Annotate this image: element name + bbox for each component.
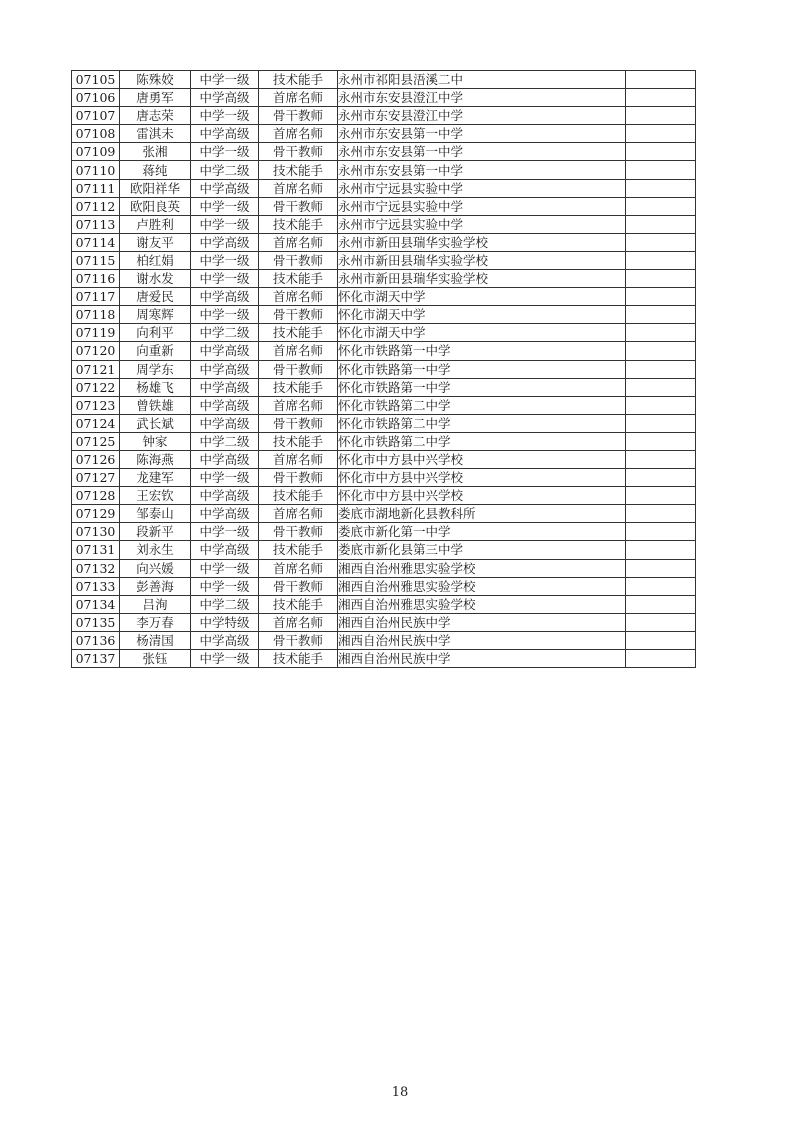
professional-title-cell: 中学一级: [191, 523, 259, 541]
record-number-cell: 07116: [72, 270, 120, 288]
remarks-cell: [626, 233, 696, 251]
professional-title-cell: 中学高级: [191, 396, 259, 414]
honor-category-cell: 首席名师: [259, 450, 338, 468]
table-row: [72, 233, 696, 251]
honor-category-cell: 首席名师: [259, 613, 338, 631]
professional-title-cell: 中学高级: [191, 342, 259, 360]
record-number-cell: 07120: [72, 342, 120, 360]
record-number-cell: 07132: [72, 559, 120, 577]
school-name-cell: 永州市祁阳县浯溪二中: [338, 71, 626, 89]
school-name-cell: 永州市新田县瑞华实验学校: [338, 233, 626, 251]
honor-category-cell: 技术能手: [259, 487, 338, 505]
teacher-name-cell: 曾铁雄: [120, 396, 191, 414]
honor-category-cell: 骨干教师: [259, 577, 338, 595]
table-row: [72, 251, 696, 269]
remarks-cell: [626, 161, 696, 179]
school-name-cell: 湘西自治州雅思实验学校: [338, 595, 626, 613]
school-name-cell: 永州市东安县澄江中学: [338, 89, 626, 107]
record-number-cell: 07136: [72, 631, 120, 649]
record-number-cell: 07118: [72, 306, 120, 324]
professional-title-cell: 中学一级: [191, 143, 259, 161]
record-number-cell: 07130: [72, 523, 120, 541]
teacher-name-cell: 邹泰山: [120, 505, 191, 523]
teacher-name-cell: 欧阳祥华: [120, 179, 191, 197]
teacher-name-cell: 龙建军: [120, 469, 191, 487]
record-number-cell: 07113: [72, 215, 120, 233]
school-name-cell: 湘西自治州民族中学: [338, 650, 626, 668]
record-number-cell: 07126: [72, 450, 120, 468]
table-row: [72, 595, 696, 613]
remarks-cell: [626, 197, 696, 215]
teacher-name-cell: 向重新: [120, 342, 191, 360]
teacher-name-cell: 段新平: [120, 523, 191, 541]
record-number-cell: 07110: [72, 161, 120, 179]
professional-title-cell: 中学一级: [191, 577, 259, 595]
teacher-name-cell: 谢水发: [120, 270, 191, 288]
remarks-cell: [626, 595, 696, 613]
record-number-cell: 07111: [72, 179, 120, 197]
record-number-cell: 07114: [72, 233, 120, 251]
professional-title-cell: 中学二级: [191, 595, 259, 613]
table-row: [72, 71, 696, 89]
teacher-name-cell: 周寒辉: [120, 306, 191, 324]
professional-title-cell: 中学二级: [191, 161, 259, 179]
honor-category-cell: 技术能手: [259, 650, 338, 668]
school-name-cell: 永州市东安县澄江中学: [338, 107, 626, 125]
teacher-name-cell: 谢友平: [120, 233, 191, 251]
remarks-cell: [626, 505, 696, 523]
table-row: [72, 270, 696, 288]
remarks-cell: [626, 613, 696, 631]
record-number-cell: 07106: [72, 89, 120, 107]
remarks-cell: [626, 215, 696, 233]
record-number-cell: 07109: [72, 143, 120, 161]
professional-title-cell: 中学一级: [191, 270, 259, 288]
remarks-cell: [626, 251, 696, 269]
remarks-cell: [626, 523, 696, 541]
school-name-cell: 湘西自治州雅思实验学校: [338, 577, 626, 595]
table-row: [72, 505, 696, 523]
honor-category-cell: 首席名师: [259, 505, 338, 523]
professional-title-cell: 中学高级: [191, 360, 259, 378]
school-name-cell: 娄底市新化第一中学: [338, 523, 626, 541]
record-number-cell: 07129: [72, 505, 120, 523]
remarks-cell: [626, 559, 696, 577]
remarks-cell: [626, 360, 696, 378]
remarks-cell: [626, 396, 696, 414]
school-name-cell: 怀化市湖天中学: [338, 324, 626, 342]
table-row: [72, 559, 696, 577]
professional-title-cell: 中学二级: [191, 324, 259, 342]
teacher-name-cell: 蒋纯: [120, 161, 191, 179]
honor-category-cell: 骨干教师: [259, 414, 338, 432]
teacher-name-cell: 李万春: [120, 613, 191, 631]
record-number-cell: 07115: [72, 251, 120, 269]
table-row: [72, 414, 696, 432]
honor-category-cell: 骨干教师: [259, 523, 338, 541]
table-row: [72, 143, 696, 161]
honor-category-cell: 骨干教师: [259, 251, 338, 269]
honor-category-cell: 技术能手: [259, 378, 338, 396]
teacher-name-cell: 张钰: [120, 650, 191, 668]
table-row: [72, 107, 696, 125]
professional-title-cell: 中学高级: [191, 541, 259, 559]
professional-title-cell: 中学一级: [191, 559, 259, 577]
school-name-cell: 怀化市铁路第一中学: [338, 378, 626, 396]
table-row: [72, 125, 696, 143]
professional-title-cell: 中学一级: [191, 197, 259, 215]
teacher-name-cell: 刘永生: [120, 541, 191, 559]
professional-title-cell: 中学高级: [191, 505, 259, 523]
professional-title-cell: 中学高级: [191, 288, 259, 306]
record-number-cell: 07105: [72, 71, 120, 89]
remarks-cell: [626, 450, 696, 468]
table-row: [72, 197, 696, 215]
school-name-cell: 怀化市中方县中兴学校: [338, 450, 626, 468]
professional-title-cell: 中学高级: [191, 487, 259, 505]
honor-category-cell: 首席名师: [259, 89, 338, 107]
honor-category-cell: 技术能手: [259, 161, 338, 179]
school-name-cell: 怀化市铁路第二中学: [338, 396, 626, 414]
remarks-cell: [626, 432, 696, 450]
professional-title-cell: 中学一级: [191, 107, 259, 125]
table-row: [72, 541, 696, 559]
teacher-name-cell: 钟家: [120, 432, 191, 450]
teacher-name-cell: 欧阳良英: [120, 197, 191, 215]
table-row: [72, 324, 696, 342]
professional-title-cell: 中学一级: [191, 251, 259, 269]
school-name-cell: 怀化市中方县中兴学校: [338, 469, 626, 487]
school-name-cell: 怀化市湖天中学: [338, 288, 626, 306]
remarks-cell: [626, 270, 696, 288]
honor-category-cell: 技术能手: [259, 71, 338, 89]
table-row: [72, 378, 696, 396]
remarks-cell: [626, 324, 696, 342]
honor-category-cell: 技术能手: [259, 432, 338, 450]
honor-category-cell: 首席名师: [259, 288, 338, 306]
table-row: [72, 631, 696, 649]
table-row: [72, 306, 696, 324]
school-name-cell: 怀化市铁路第二中学: [338, 414, 626, 432]
honor-category-cell: 骨干教师: [259, 631, 338, 649]
professional-title-cell: 中学高级: [191, 450, 259, 468]
school-name-cell: 永州市宁远县实验中学: [338, 197, 626, 215]
teacher-name-cell: 武长斌: [120, 414, 191, 432]
record-number-cell: 07128: [72, 487, 120, 505]
honor-category-cell: 首席名师: [259, 559, 338, 577]
honor-category-cell: 首席名师: [259, 396, 338, 414]
honor-category-cell: 骨干教师: [259, 469, 338, 487]
table-row: [72, 650, 696, 668]
teacher-name-cell: 陈殊姣: [120, 71, 191, 89]
teacher-name-cell: 王宏钦: [120, 487, 191, 505]
honor-category-cell: 骨干教师: [259, 360, 338, 378]
honor-category-cell: 技术能手: [259, 541, 338, 559]
record-number-cell: 07122: [72, 378, 120, 396]
record-number-cell: 07108: [72, 125, 120, 143]
teacher-name-cell: 张湘: [120, 143, 191, 161]
record-number-cell: 07134: [72, 595, 120, 613]
professional-title-cell: 中学一级: [191, 469, 259, 487]
school-name-cell: 怀化市中方县中兴学校: [338, 487, 626, 505]
professional-title-cell: 中学二级: [191, 432, 259, 450]
honor-category-cell: 技术能手: [259, 270, 338, 288]
school-name-cell: 娄底市新化县第三中学: [338, 541, 626, 559]
honor-category-cell: 骨干教师: [259, 197, 338, 215]
professional-title-cell: 中学一级: [191, 650, 259, 668]
record-number-cell: 07121: [72, 360, 120, 378]
school-name-cell: 湘西自治州民族中学: [338, 613, 626, 631]
record-number-cell: 07117: [72, 288, 120, 306]
honor-category-cell: 首席名师: [259, 125, 338, 143]
remarks-cell: [626, 288, 696, 306]
school-name-cell: 怀化市湖天中学: [338, 306, 626, 324]
teacher-name-cell: 雷淇未: [120, 125, 191, 143]
school-name-cell: 永州市东安县第一中学: [338, 125, 626, 143]
professional-title-cell: 中学高级: [191, 414, 259, 432]
roster-body: [72, 71, 696, 668]
remarks-cell: [626, 342, 696, 360]
table-row: [72, 432, 696, 450]
table-row: [72, 577, 696, 595]
honor-category-cell: 首席名师: [259, 179, 338, 197]
remarks-cell: [626, 89, 696, 107]
remarks-cell: [626, 631, 696, 649]
teacher-roster-table: [71, 70, 696, 668]
record-number-cell: 07125: [72, 432, 120, 450]
school-name-cell: 永州市宁远县实验中学: [338, 179, 626, 197]
honor-category-cell: 技术能手: [259, 324, 338, 342]
record-number-cell: 07137: [72, 650, 120, 668]
honor-category-cell: 首席名师: [259, 342, 338, 360]
remarks-cell: [626, 107, 696, 125]
remarks-cell: [626, 306, 696, 324]
professional-title-cell: 中学高级: [191, 631, 259, 649]
professional-title-cell: 中学高级: [191, 233, 259, 251]
record-number-cell: 07133: [72, 577, 120, 595]
remarks-cell: [626, 125, 696, 143]
school-name-cell: 湘西自治州民族中学: [338, 631, 626, 649]
school-name-cell: 怀化市铁路第二中学: [338, 432, 626, 450]
teacher-name-cell: 周学东: [120, 360, 191, 378]
school-name-cell: 怀化市铁路第一中学: [338, 342, 626, 360]
remarks-cell: [626, 650, 696, 668]
record-number-cell: 07119: [72, 324, 120, 342]
teacher-name-cell: 唐爱民: [120, 288, 191, 306]
professional-title-cell: 中学高级: [191, 179, 259, 197]
table-row: [72, 450, 696, 468]
teacher-name-cell: 杨雄飞: [120, 378, 191, 396]
table-row: [72, 523, 696, 541]
remarks-cell: [626, 143, 696, 161]
remarks-cell: [626, 414, 696, 432]
school-name-cell: 永州市东安县第一中学: [338, 143, 626, 161]
school-name-cell: 湘西自治州雅思实验学校: [338, 559, 626, 577]
teacher-name-cell: 吕洵: [120, 595, 191, 613]
honor-category-cell: 骨干教师: [259, 306, 338, 324]
record-number-cell: 07123: [72, 396, 120, 414]
teacher-name-cell: 向利平: [120, 324, 191, 342]
school-name-cell: 娄底市湖地新化县教科所: [338, 505, 626, 523]
table-row: [72, 342, 696, 360]
remarks-cell: [626, 577, 696, 595]
record-number-cell: 07127: [72, 469, 120, 487]
table-row: [72, 469, 696, 487]
honor-category-cell: 技术能手: [259, 595, 338, 613]
table-row: [72, 89, 696, 107]
teacher-name-cell: 杨清国: [120, 631, 191, 649]
honor-category-cell: 技术能手: [259, 215, 338, 233]
record-number-cell: 07124: [72, 414, 120, 432]
table-row: [72, 288, 696, 306]
record-number-cell: 07112: [72, 197, 120, 215]
remarks-cell: [626, 378, 696, 396]
record-number-cell: 07135: [72, 613, 120, 631]
page-number: 18: [391, 1085, 409, 1100]
professional-title-cell: 中学一级: [191, 215, 259, 233]
table-row: [72, 487, 696, 505]
remarks-cell: [626, 71, 696, 89]
teacher-name-cell: 卢胜利: [120, 215, 191, 233]
table-row: [72, 161, 696, 179]
remarks-cell: [626, 541, 696, 559]
teacher-name-cell: 柏红娟: [120, 251, 191, 269]
school-name-cell: 永州市宁远县实验中学: [338, 215, 626, 233]
honor-category-cell: 首席名师: [259, 233, 338, 251]
teacher-name-cell: 向兴媛: [120, 559, 191, 577]
teacher-name-cell: 陈海燕: [120, 450, 191, 468]
remarks-cell: [626, 487, 696, 505]
table-row: [72, 179, 696, 197]
record-number-cell: 07131: [72, 541, 120, 559]
table-row: [72, 360, 696, 378]
professional-title-cell: 中学一级: [191, 306, 259, 324]
school-name-cell: 永州市东安县第一中学: [338, 161, 626, 179]
table-row: [72, 396, 696, 414]
remarks-cell: [626, 179, 696, 197]
school-name-cell: 永州市新田县瑞华实验学校: [338, 270, 626, 288]
honor-category-cell: 骨干教师: [259, 143, 338, 161]
honor-category-cell: 骨干教师: [259, 107, 338, 125]
remarks-cell: [626, 469, 696, 487]
record-number-cell: 07107: [72, 107, 120, 125]
teacher-name-cell: 唐志荣: [120, 107, 191, 125]
school-name-cell: 怀化市铁路第一中学: [338, 360, 626, 378]
school-name-cell: 永州市新田县瑞华实验学校: [338, 251, 626, 269]
table-row: [72, 613, 696, 631]
professional-title-cell: 中学高级: [191, 89, 259, 107]
professional-title-cell: 中学一级: [191, 71, 259, 89]
professional-title-cell: 中学高级: [191, 125, 259, 143]
professional-title-cell: 中学高级: [191, 378, 259, 396]
teacher-name-cell: 彭善海: [120, 577, 191, 595]
table-row: [72, 215, 696, 233]
professional-title-cell: 中学特级: [191, 613, 259, 631]
teacher-name-cell: 唐勇军: [120, 89, 191, 107]
